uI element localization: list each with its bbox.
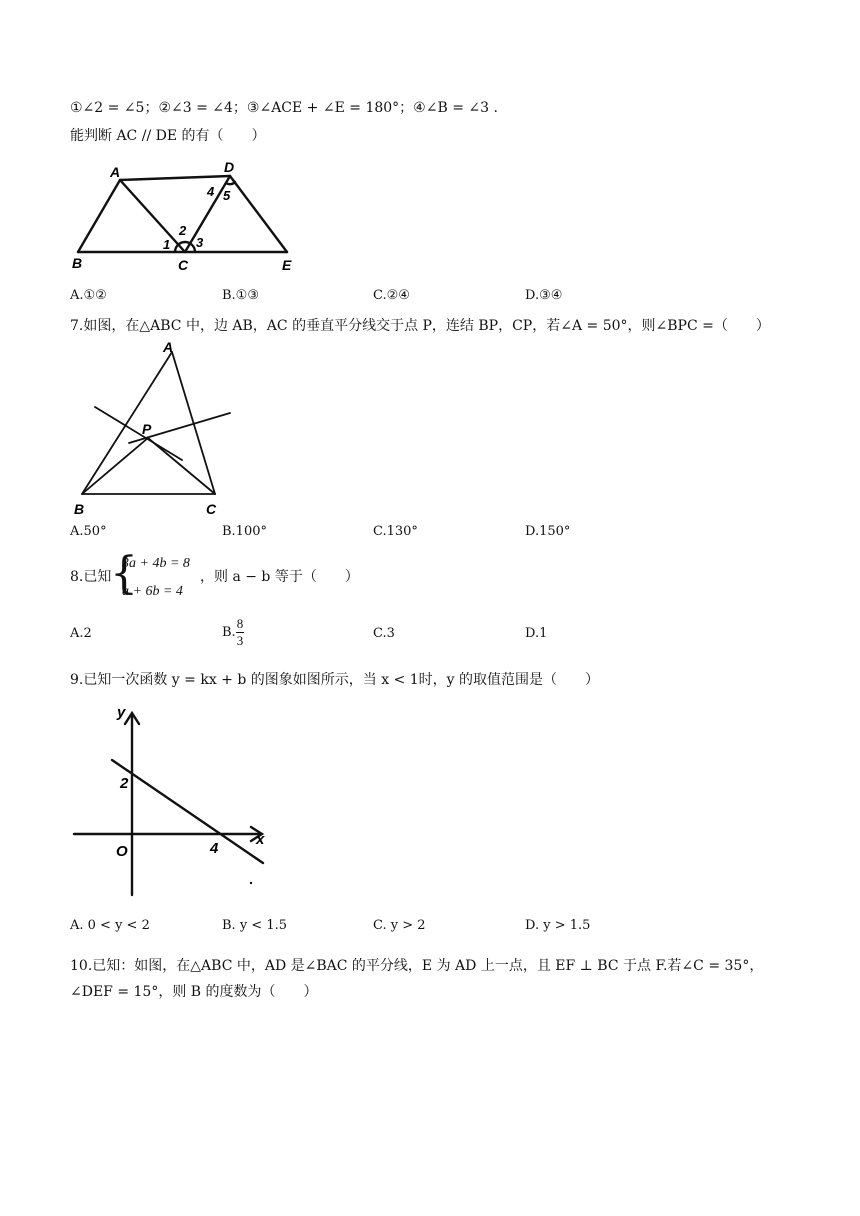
q8-options: [70, 616, 790, 656]
q8-option-c[interactable]: C.3: [373, 626, 395, 641]
q8-brace: {: [110, 548, 138, 599]
q8-option-b-prefix: B.: [222, 625, 236, 640]
q7-label-b: B: [74, 501, 85, 517]
q6-label-4: 4: [207, 184, 215, 199]
q6-label-a: A: [110, 164, 121, 180]
q6-option-a[interactable]: A.①②: [70, 288, 107, 303]
q8-option-b-fraction: [236, 616, 245, 649]
q8-equation-2: a + 6b = 4: [122, 584, 183, 599]
q6-option-b[interactable]: B.①③: [222, 288, 259, 303]
q9-label-4: 4: [210, 840, 219, 857]
q6-label-1: 1: [163, 237, 171, 252]
q9-options: [70, 918, 790, 938]
q9-label-origin: O: [116, 843, 128, 860]
q9-label-x: x: [256, 831, 265, 848]
q10-line-2: ∠DEF = 15°，则 B 的度数为（ ）: [70, 984, 318, 1000]
q6-label-b: B: [72, 255, 83, 271]
q6-options: [70, 288, 790, 308]
q6-label-e: E: [282, 257, 292, 273]
q6-label-2: 2: [179, 223, 187, 238]
q7-option-a[interactable]: A.50°: [70, 524, 107, 539]
q6-label-5: 5: [223, 188, 231, 203]
q8-option-d[interactable]: D.1: [525, 626, 548, 641]
q7-label-c: C: [206, 501, 217, 517]
q6-figure: [60, 155, 310, 275]
q9-option-c[interactable]: C. y > 2: [373, 918, 426, 933]
q7-option-d[interactable]: D.150°: [525, 524, 571, 539]
q8-option-a[interactable]: A.2: [70, 626, 92, 641]
q8-suffix: ，则 a − b 等于（ ）: [200, 569, 359, 585]
q7-label-p: P: [142, 421, 152, 437]
q6-label-d: D: [224, 159, 235, 175]
q9-option-a[interactable]: A. 0 < y < 2: [70, 918, 150, 933]
q6-conditions: ①∠2 = ∠5；②∠3 = ∠4；③∠ACE + ∠E = 180°；④∠B = ∠3 .: [70, 100, 498, 116]
q6-option-d[interactable]: D.③④: [525, 288, 563, 303]
q6-label-3: 3: [196, 235, 204, 250]
q7-figure: [70, 338, 250, 523]
q8-fraction-numerator: 8: [236, 616, 244, 631]
q8-prefix: 8.已知: [70, 569, 112, 585]
q9-label-2: 2: [120, 775, 129, 792]
q7-option-b[interactable]: B.100°: [222, 524, 267, 539]
q6-question: 能判断 AC // DE 的有（ ）: [70, 128, 266, 144]
q6-label-c: C: [178, 257, 189, 273]
q8-equation-1: 3a + 4b = 8: [122, 556, 190, 571]
q6-option-c[interactable]: C.②④: [373, 288, 410, 303]
q10-line-1: 10.已知：如图，在△ABC 中，AD 是∠BAC 的平分线，E 为 AD 上一点，且 EF ⊥ BC 于点 F.若∠C = 35°，: [70, 958, 764, 974]
q9-label-y: y: [117, 704, 126, 721]
q8-fraction-denominator: 3: [236, 633, 244, 648]
q7-option-c[interactable]: C.130°: [373, 524, 418, 539]
q7-options: [70, 524, 790, 544]
q8-option-b[interactable]: [222, 616, 244, 649]
q9-option-d[interactable]: D. y > 1.5: [525, 918, 591, 933]
q9-text: 9.已知一次函数 y = kx + b 的图象如图所示，当 x < 1时，y 的取值范围是（ ）: [70, 672, 600, 688]
q7-label-a: A: [163, 339, 174, 355]
q9-graph: [70, 700, 280, 900]
q9-option-b[interactable]: B. y < 1.5: [222, 918, 287, 933]
q7-text: 7.如图，在△ABC 中，边 AB，AC 的垂直平分线交于点 P，连结 BP，CP，若∠A = 50°，则∠BPC =（ ）: [70, 318, 770, 334]
